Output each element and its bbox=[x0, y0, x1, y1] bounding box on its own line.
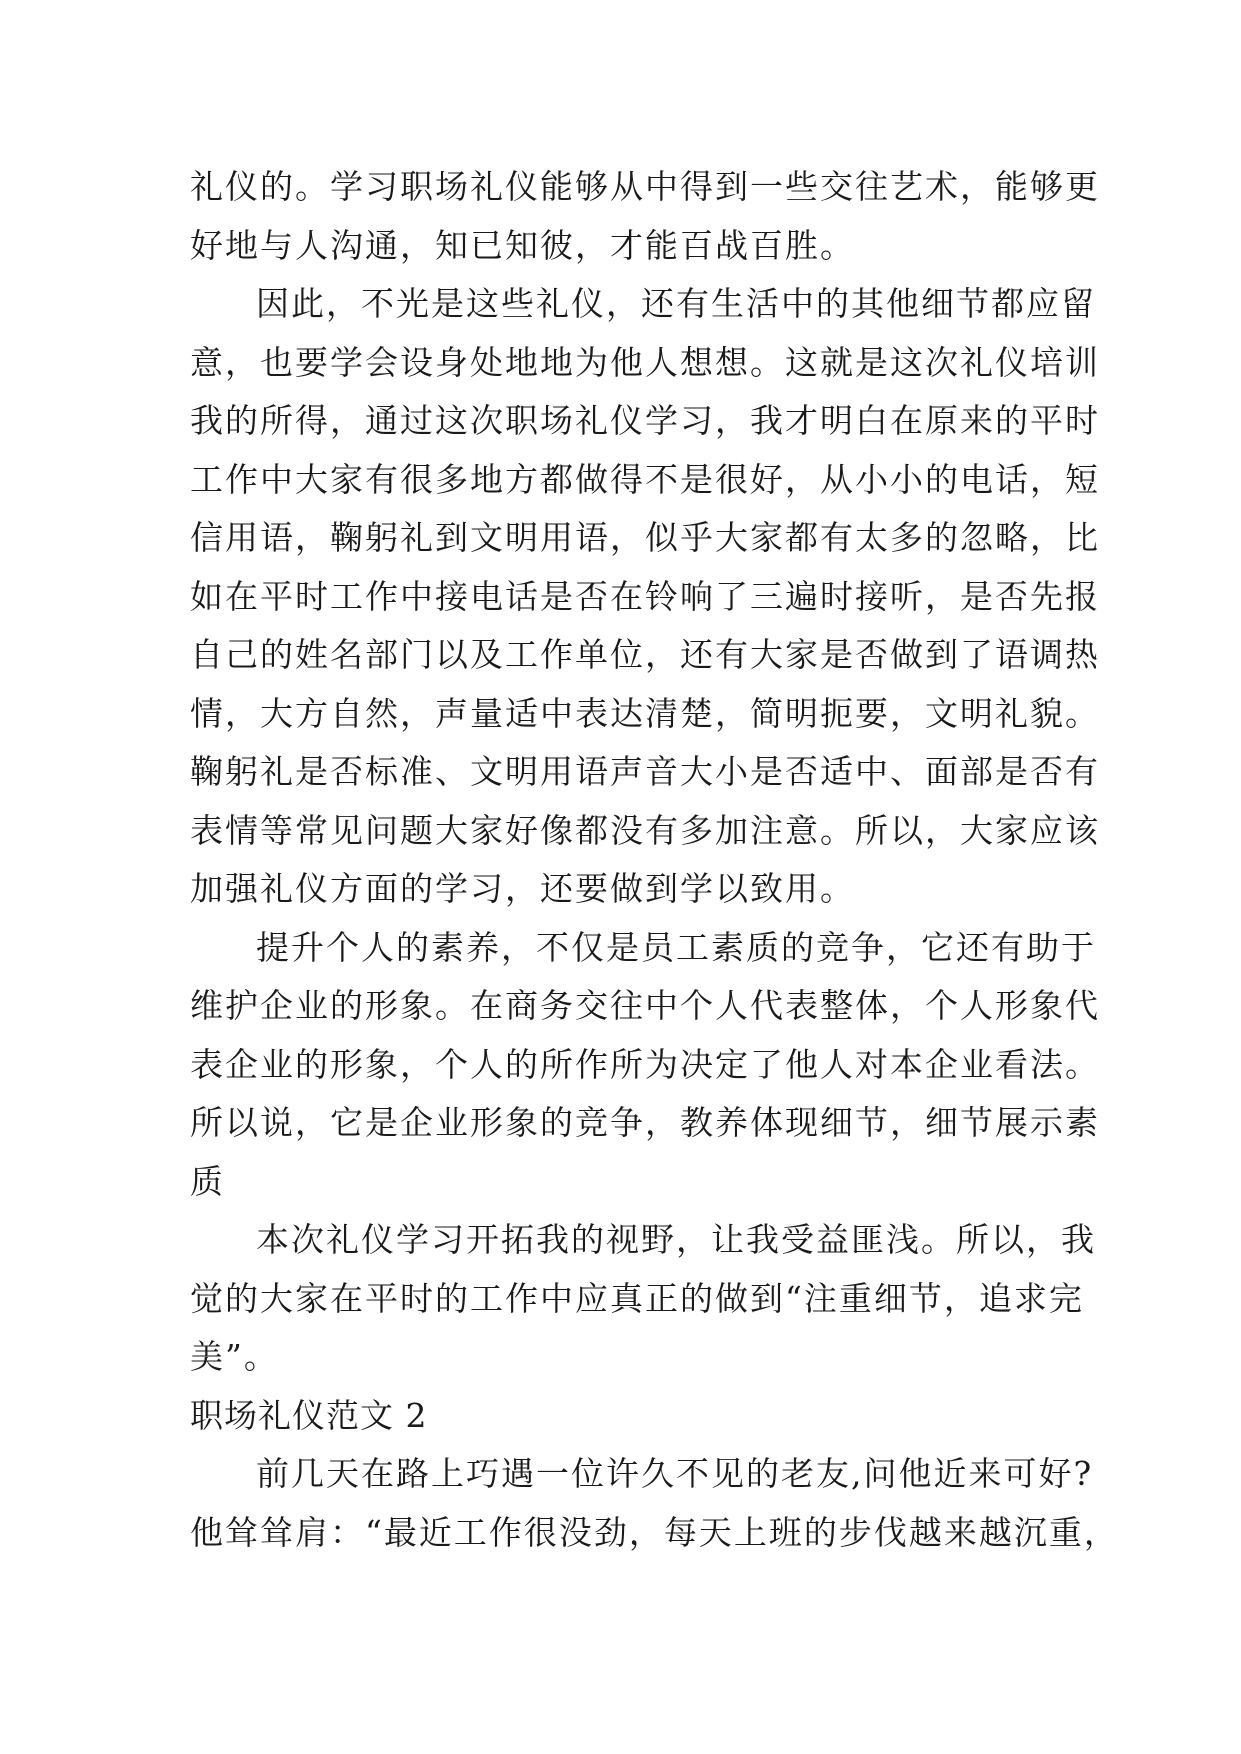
text-line: 所以说，它是企业形象的竞争，教养体现细节，细节展示素 bbox=[190, 1103, 1100, 1142]
text-line: 好地与人沟通，知已知彼，才能百战百胜。 bbox=[190, 225, 855, 265]
document-body bbox=[190, 158, 1119, 1562]
paragraph-first-line: 本次礼仪学习开拓我的视野，让我受益匪浅。所以，我 bbox=[256, 1220, 1096, 1259]
text-line: 情，大方自然，声量适中表达清楚，简明扼要，文明礼貌。 bbox=[190, 693, 1100, 733]
text-line: 鞠躬礼是否标准、文明用语声音大小是否适中、面部是否有 bbox=[190, 752, 1100, 791]
text-line: 自己的姓名部门以及工作单位，还有大家是否做到了语调热 bbox=[190, 635, 1100, 674]
text-line: 他耸耸肩：“最近工作很没劲，每天上班的步伐越来越沉重， bbox=[190, 1512, 1119, 1552]
text-line: 工作中大家有很多地方都做得不是很好，从小小的电话，短 bbox=[190, 459, 1100, 499]
paragraph-first-line: 前几天在路上巧遇一位许久不见的老友,问他近来可好? bbox=[256, 1454, 1094, 1493]
text-line: 意，也要学会设身处地地为他人想想。这就是这次礼仪培训 bbox=[190, 342, 1100, 382]
text-line: 觉的大家在平时的工作中应真正的做到“注重细节，追求完 bbox=[190, 1278, 1084, 1318]
text-line: 质 bbox=[190, 1161, 225, 1201]
text-line: 加强礼仪方面的学习，还要做到学以致用。 bbox=[190, 869, 855, 908]
text-line: 如在平时工作中接电话是否在铃响了三遍时接听，是否先报 bbox=[190, 576, 1100, 616]
text-line: 维护企业的形象。在商务交往中个人代表整体，个人形象代 bbox=[190, 986, 1100, 1025]
section-heading: 职场礼仪范文 2 bbox=[190, 1395, 428, 1435]
paragraph-first-line: 因此，不光是这些礼仪，还有生活中的其他细节都应留 bbox=[256, 284, 1096, 323]
paragraph-first-line: 提升个人的素养，不仅是员工素质的竞争，它还有助于 bbox=[256, 927, 1096, 967]
text-line: 表情等常见问题大家好像都没有多加注意。所以，大家应该 bbox=[190, 810, 1100, 850]
text-line: 礼仪的。学习职场礼仪能够从中得到一些交往艺术，能够更 bbox=[190, 167, 1100, 206]
text-line: 信用语，鞠躬礼到文明用语，似乎大家都有太多的忽略，比 bbox=[190, 518, 1100, 557]
text-line: 美”。 bbox=[190, 1337, 279, 1376]
text-line: 我的所得，通过这次职场礼仪学习，我才明白在原来的平时 bbox=[190, 401, 1100, 440]
text-line: 表企业的形象，个人的所作所为决定了他人对本企业看法。 bbox=[190, 1044, 1100, 1084]
